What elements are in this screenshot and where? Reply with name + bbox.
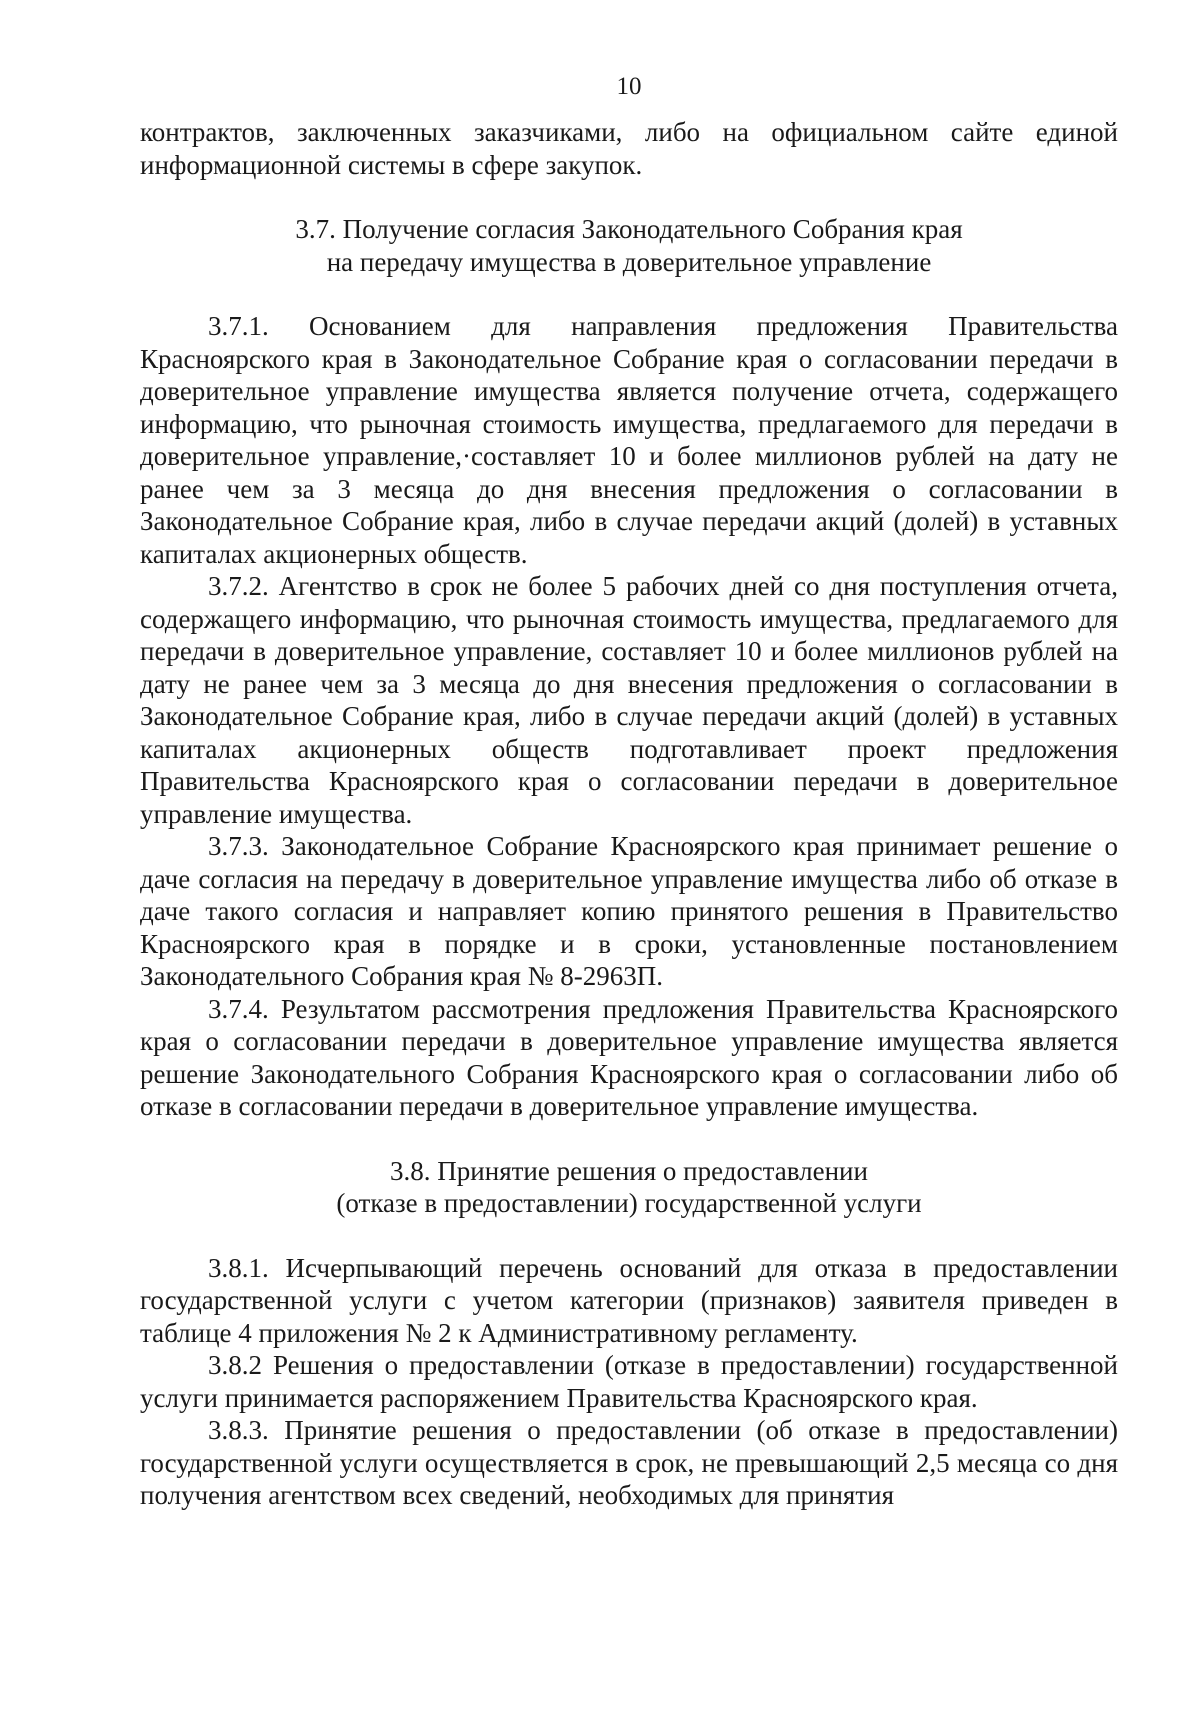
section-3-7-heading-line1: 3.7. Получение согласия Законодательного Собрания края [295,214,963,244]
opening-paragraph: контрактов, заключенных заказчиками, либо на официальном сайте единой информационной системы в сфере закупок. [140,117,1118,180]
paragraph-3-8-3: 3.8.3. Принятие решения о предоставлении (об отказе в предоставлении) государственной услуги осуществляется в срок, не превышающий 2,5 месяца со дня получения агентством всех сведений, необходимых для принятия [140,1415,1118,1510]
paragraph-3-8-2: 3.8.2 Решения о предоставлении (отказе в предоставлении) государственной услуги принимается распоряжением Правительства Красноярского края. [140,1350,1118,1413]
paragraph-3-7-4: 3.7.4. Результатом рассмотрения предложения Правительства Красноярского края о согласовании передачи в доверительное управление имущества является решение Законодательного Собрания Красноярского края о согласовании либо об отказе в согласовании передачи в доверительное управление имущества. [140,993,1118,1121]
section-3-8-heading-line1: 3.8. Принятие решения о предоставлении [390,1155,868,1186]
section-3-7-heading [140,213,1118,278]
section-3-8-heading-line2: (отказе в предоставлении) государственной услуги [336,1188,922,1218]
paragraph-3-7-2: 3.7.2. Агентство в срок не более 5 рабочих дней со дня поступления отчета, содержащего информацию, что рыночная стоимость имущества, предлагаемого для передачи в доверительное управление, составляет 10 и более миллионов рублей на дату не ранее чем за 3 месяца до дня внесения предложения о согласовании в Законодательное Собрание края, либо в случае передачи акций (долей) в уставных капиталах акционерных обществ подготавливает проект предложения Правительства Красноярского края о согласовании передачи в доверительное управление имущества. [140,571,1118,829]
paragraph-3-7-1: 3.7.1. Основанием для направления предложения Правительства Красноярского края в Законодательное Собрание края о согласовании передачи в доверительное управление имущества является получение отчета, содержащего информацию, что рыночная стоимость имущества, предлагаемого для передачи в доверительное управление,·составляет 10 и более миллионов рублей на дату не ранее чем за 3 месяца до дня внесения предложения о согласовании в Законодательное Собрание края, либо в случае передачи акций (долей) в уставных капиталах акционерных обществ. [140,311,1118,569]
paragraph-3-8-1: 3.8.1. Исчерпывающий перечень оснований для отказа в предоставлении государственной услуги с учетом категории (признаков) заявителя приведен в таблице 4 приложения № 2 к Административному регламенту. [140,1252,1118,1348]
page-number: 10 [616,73,642,100]
section-3-7-heading-line2: на передачу имущества в доверительное управление [326,246,932,277]
document-page [140,72,1118,1512]
paragraph-3-7-3: 3.7.3. Законодательное Собрание Красноярского края принимает решение о даче согласия на передачу в доверительное управление имущества либо об отказе в даче такого согласия и направляет копию принятого решения в Правительство Красноярского края в порядке и в сроки, установленные постановлением Законодательного Собрания края № 8-2963П. [140,831,1118,991]
section-3-8-heading [140,1155,1118,1220]
